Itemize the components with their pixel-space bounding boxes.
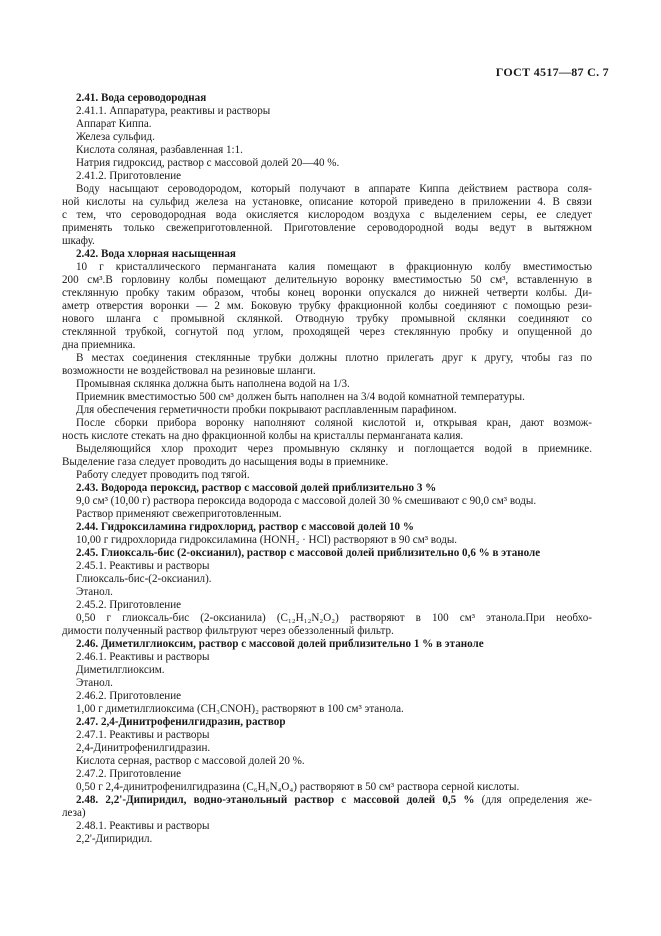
line-text: Работу следует проводить под тягой. <box>76 469 250 481</box>
text-line <box>62 157 592 170</box>
line-text: 0,50 г глиоксаль-бис (2-оксианила) (C₁₂H₁₂N₂O₂) растворяют в 100 см³ этанола.При необхо- <box>76 612 592 624</box>
line-text: 2.45.2. Приготовление <box>76 599 182 611</box>
text-line <box>62 820 592 833</box>
line-text: нового шланга с промывной склянкой. Отводную трубку промывной склянки соединяют со <box>62 313 592 325</box>
text-line <box>62 287 592 300</box>
text-line <box>62 261 592 274</box>
line-text: возможности не воздействовал на резиновые шланги. <box>62 365 316 377</box>
line-text: 2.47.1. Реактивы и растворы <box>76 729 210 741</box>
line-text: 2.47.2. Приготовление <box>76 768 182 780</box>
text-line <box>62 833 592 846</box>
text-line <box>62 170 592 183</box>
line-text: леза) <box>62 807 86 819</box>
text-line <box>62 456 592 469</box>
line-text: 10 г кристаллического перманганата калия помещают в фракционную колбу вместимостью <box>76 261 592 273</box>
text-line <box>62 404 592 417</box>
line-text: Выделяющийся хлор проходит через промывную склянку и поглощается водой в приемнике. <box>76 443 592 455</box>
text-line <box>62 469 592 482</box>
section-heading <box>62 521 592 534</box>
text-line <box>62 768 592 781</box>
line-text: 2,4-Динитрофенилгидразин. <box>76 742 211 754</box>
section-heading <box>62 482 592 495</box>
line-text: Этанол. <box>76 586 113 598</box>
text-line <box>62 508 592 521</box>
section-heading <box>62 92 592 105</box>
line-text: димости полученный раствор фильтруют через обеззоленный фильтр. <box>62 625 394 637</box>
line-text: Натрия гидроксид, раствор с массовой долей 20—40 %. <box>76 157 340 169</box>
text-line <box>62 313 592 326</box>
text-line <box>62 781 592 794</box>
line-text: Воду насыщают сероводородом, который получают в аппарате Киппа действием раствора соля- <box>76 183 592 195</box>
text-line <box>62 222 592 235</box>
text-line <box>62 365 592 378</box>
line-text: 10,00 г гидрохлорида гидроксиламина (HONH₂ · HCl) растворяют в 90 см³ воды. <box>76 534 458 546</box>
text-line <box>62 235 592 248</box>
text-line <box>62 391 592 404</box>
line-text: 2.48. 2,2'-Дипиридил, водно-этанольный раствор с массовой долей 0,5 % <box>76 794 475 806</box>
text-line <box>62 417 592 430</box>
page-header: ГОСТ 4517—87 С. 7 <box>495 65 609 79</box>
section-heading <box>62 638 592 651</box>
line-text: шкафу. <box>62 235 95 247</box>
text-line <box>62 573 592 586</box>
text-line <box>62 651 592 664</box>
text-line <box>62 300 592 313</box>
text-line <box>62 703 592 716</box>
line-text: 2.47. 2,4-Динитрофенилгидразин, раствор <box>76 716 286 728</box>
line-tail: (для определения же- <box>474 794 592 806</box>
line-text: Выделение газа следует проводить до насыщения воды в приемнике. <box>62 456 389 468</box>
line-text: ной кислоты на сульфид железа на установке, описание которой приведено в приложении 4. В связи <box>62 196 592 208</box>
line-text: дна приемника. <box>62 339 136 351</box>
line-text: с тем, что сероводородная вода окисляется кислородом воздуха с выделением серы, ее следует <box>62 209 592 221</box>
text-line <box>62 326 592 339</box>
text-line <box>62 599 592 612</box>
text-line <box>62 807 592 820</box>
text-line <box>62 560 592 573</box>
line-text: Кислота соляная, разбавленная 1:1. <box>76 144 243 156</box>
text-line <box>62 131 592 144</box>
line-text: применять только свежеприготовленной. Приготовление сероводородной воды ведут в вытяжном <box>62 222 592 234</box>
line-text: Раствор применяют свежеприготовленным. <box>76 508 282 520</box>
text-line <box>62 664 592 677</box>
text-line <box>62 274 592 287</box>
line-text: 2,2'-Дипиридил. <box>76 833 153 845</box>
text-line <box>62 534 592 547</box>
line-text: 1,00 г диметилглиоксима (CH₃CNOH)₂ растворяют в 100 см³ этанола. <box>76 703 404 715</box>
text-line <box>62 443 592 456</box>
text-line <box>62 352 592 365</box>
line-text: ность кислоте стекать на дно фракционной колбы на кристаллы перманганата калия. <box>62 430 464 442</box>
line-text: Для обеспечения герметичности пробки покрывают расплавленным парафином. <box>76 404 457 416</box>
text-line <box>62 105 592 118</box>
text-line <box>62 729 592 742</box>
line-text: Аппарат Киппа. <box>76 118 152 130</box>
line-text: Приемник вместимостью 500 см³ должен быть наполнен на 3/4 водой комнатной температуры. <box>76 391 525 403</box>
text-line <box>62 196 592 209</box>
text-line <box>62 118 592 131</box>
line-text: 2.45. Глиоксаль-бис (2-оксианил), раствор с массовой долей приблизительно 0,6 % в этаноле <box>76 547 541 559</box>
section-heading <box>62 547 592 560</box>
line-text: 200 см³.В горловину колбы помещают делительную воронку вместимостью 50 см³, вставленную в <box>62 274 592 286</box>
text-line <box>62 742 592 755</box>
line-text: 2.45.1. Реактивы и растворы <box>76 560 210 572</box>
text-line <box>62 209 592 222</box>
line-text: 9,0 см³ (10,00 г) раствора пероксида водорода с массовой долей 30 % смешивают с 90,0 см³ воды. <box>76 495 537 507</box>
text-line <box>62 430 592 443</box>
line-text: Диметилглиоксим. <box>76 664 165 676</box>
text-line <box>62 625 592 638</box>
line-text: Промывная склянка должна быть наполнена водой на 1/3. <box>76 378 350 390</box>
line-text: Железа сульфид. <box>76 131 155 143</box>
text-line <box>62 144 592 157</box>
line-text: 2.41.2. Приготовление <box>76 170 182 182</box>
line-text: Кислота серная, раствор с массовой долей 20 %. <box>76 755 305 767</box>
section-heading <box>62 794 592 807</box>
line-text: аметр отверстия воронки — 2 мм. Боковую трубку фракционной колбы соединяют с помощью рези- <box>62 300 592 312</box>
line-text: После сборки прибора воронку наполняют соляной кислотой и, открывая кран, дают возмож- <box>76 417 592 429</box>
line-text: 2.48.1. Реактивы и растворы <box>76 820 210 832</box>
line-text: 2.41.1. Аппаратура, реактивы и растворы <box>76 105 271 117</box>
text-line <box>62 612 592 625</box>
line-text: 2.42. Вода хлорная насыщенная <box>76 248 236 260</box>
section-heading <box>62 248 592 261</box>
text-line <box>62 378 592 391</box>
section-heading <box>62 716 592 729</box>
line-text: В местах соединения стеклянные трубки должны плотно прилегать друг к другу, чтобы газ по <box>76 352 592 364</box>
text-line <box>62 755 592 768</box>
text-line <box>62 339 592 352</box>
line-text: Глиоксаль-бис-(2-оксианил). <box>76 573 212 585</box>
text-line <box>62 586 592 599</box>
text-line <box>62 690 592 703</box>
line-text: Этанол. <box>76 677 113 689</box>
line-text: стеклянной трубкой, согнутой под углом, проходящей через стеклянную пробку и опущенной до <box>62 326 592 338</box>
line-text: 2.41. Вода сероводородная <box>76 92 207 104</box>
document-body <box>62 92 592 846</box>
text-line <box>62 183 592 196</box>
text-line <box>62 495 592 508</box>
line-text: 2.43. Водорода пероксид, раствор с массовой долей приблизительно 3 % <box>76 482 437 494</box>
text-line <box>62 677 592 690</box>
line-text: 2.46.1. Реактивы и растворы <box>76 651 210 663</box>
line-text: 2.46. Диметилглиоксим, раствор с массовой долей приблизительно 1 % в этаноле <box>76 638 484 650</box>
line-text: 0,50 г 2,4-динитрофенилгидразина (C₆H₆N₄O₄) растворяют в 50 см³ раствора серной кислоты. <box>76 781 520 793</box>
line-text: стеклянную пробку таким образом, чтобы конец воронки опускался до нижней четверти колбы. Ди- <box>62 287 592 299</box>
line-text: 2.44. Гидроксиламина гидрохлорид, раствор с массовой долей 10 % <box>76 521 414 533</box>
line-text: 2.46.2. Приготовление <box>76 690 182 702</box>
